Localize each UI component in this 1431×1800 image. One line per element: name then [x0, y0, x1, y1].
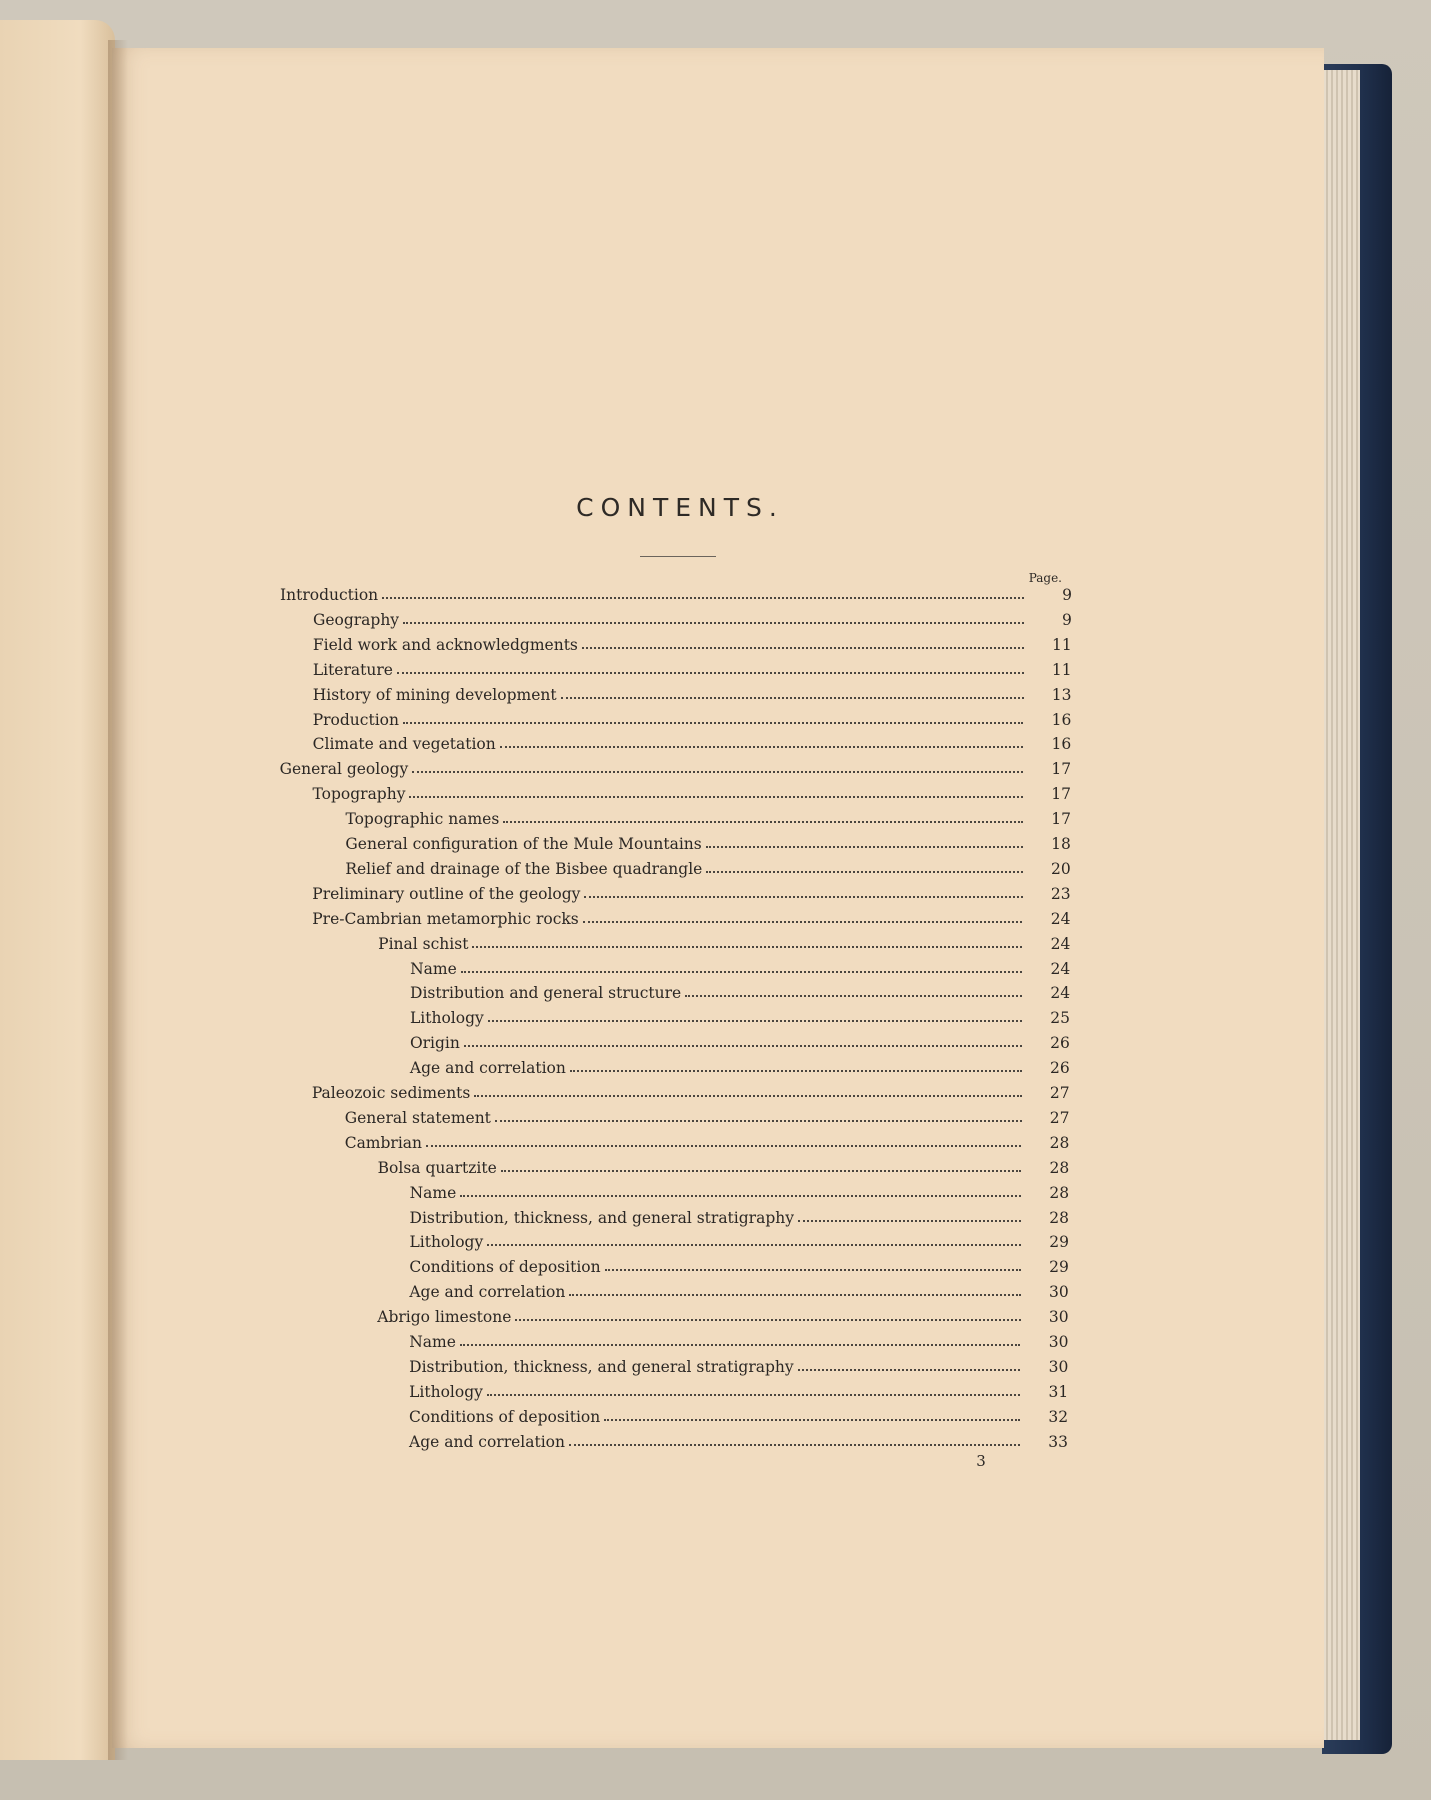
toc-entry	[377, 1304, 1068, 1326]
toc-entry	[345, 831, 1070, 853]
toc-leader-dots	[561, 697, 1024, 699]
toc-leader-dots	[474, 1095, 1021, 1097]
toc-entry-page: 24	[1050, 984, 1071, 1003]
toc-entry-label: Geography	[312, 610, 400, 629]
toc-leader-dots	[403, 722, 1023, 724]
toc-entry	[409, 1229, 1068, 1251]
toc-entry-label: Distribution, thickness, and general stratigraphy	[409, 1357, 794, 1376]
toc-entry-page: 24	[1050, 934, 1071, 953]
toc-entry-page: 17	[1051, 760, 1072, 779]
toc-entry	[313, 607, 1072, 629]
toc-leader-dots	[570, 1070, 1022, 1072]
toc-entry	[409, 1429, 1068, 1451]
toc-entry-page: 17	[1051, 785, 1072, 804]
toc-leader-dots	[584, 896, 1022, 898]
toc-entry-page: 30	[1048, 1333, 1069, 1351]
toc-entry	[313, 707, 1072, 729]
toc-leader-dots	[798, 1369, 1021, 1371]
toc-entry-page: 20	[1050, 859, 1071, 878]
toc-leader-dots	[488, 1020, 1022, 1022]
toc-leader-dots	[426, 1145, 1021, 1147]
toc-leader-dots	[412, 771, 1023, 773]
toc-entry-label: Name	[409, 1333, 456, 1351]
toc-entry	[280, 756, 1072, 778]
contents-title: CONTENTS.	[576, 493, 784, 522]
page-number: 3	[976, 1452, 986, 1470]
toc-entry-label: Name	[410, 959, 457, 978]
toc-entry-page: 30	[1048, 1357, 1069, 1376]
toc-entry-label: Age and correlation	[409, 1059, 566, 1078]
toc-entry-label: Literature	[312, 660, 393, 679]
toc-entry-label: Preliminary outline of the geology	[312, 884, 581, 903]
page-edges	[1318, 70, 1360, 1740]
toc-entry-label: Lithology	[409, 1382, 483, 1401]
left-page	[0, 20, 115, 1760]
toc-entry-page: 9	[1062, 610, 1072, 629]
toc-entry-label: Age and correlation	[409, 1283, 566, 1302]
toc-entry-page: 16	[1051, 710, 1072, 729]
toc-entry	[313, 781, 1072, 803]
toc-entry-label: Conditions of deposition	[409, 1407, 601, 1426]
toc-entry-page: 18	[1051, 835, 1071, 853]
toc-entry	[409, 1404, 1068, 1426]
toc-entry-label: Production	[312, 710, 399, 729]
toc-entry	[410, 1180, 1070, 1202]
toc-entry	[313, 731, 1072, 753]
toc-entry-label: Introduction	[280, 586, 379, 604]
toc-leader-dots	[798, 1220, 1021, 1222]
toc-entry	[345, 1105, 1070, 1127]
toc-leader-dots	[604, 1419, 1020, 1421]
toc-entry-label: Topography	[312, 785, 406, 804]
toc-entry-label: Paleozoic sediments	[311, 1084, 471, 1102]
toc-entry-label: Topographic names	[345, 810, 500, 829]
toc-entry-page: 9	[1062, 586, 1072, 604]
toc-entry-page: 32	[1048, 1407, 1069, 1426]
toc-entry	[410, 1030, 1070, 1052]
toc-leader-dots	[403, 622, 1024, 624]
toc-entry	[409, 1379, 1068, 1401]
toc-leader-dots	[464, 1045, 1022, 1047]
toc-entry-page: 16	[1051, 735, 1072, 754]
toc-entry-page: 26	[1050, 1059, 1070, 1078]
toc-entry	[345, 856, 1070, 878]
toc-entry-label: Distribution and general structure	[410, 984, 682, 1003]
spine-shadow	[108, 40, 128, 1760]
toc-entry-label: Pre-Cambrian metamorphic rocks	[312, 909, 579, 928]
toc-leader-dots	[582, 647, 1024, 649]
toc-entry	[312, 881, 1070, 903]
toc-leader-dots	[515, 1319, 1020, 1321]
toc-entry-label: Name	[409, 1183, 457, 1202]
toc-entry	[280, 582, 1072, 604]
toc-leader-dots	[685, 995, 1022, 997]
toc-entry-page: 29	[1049, 1258, 1069, 1277]
toc-entry	[410, 1055, 1070, 1077]
toc-leader-dots	[706, 846, 1023, 848]
toc-entry-page: 28	[1049, 1158, 1070, 1177]
toc-entry-page: 24	[1050, 959, 1071, 978]
toc-leader-dots	[461, 971, 1022, 973]
toc-leader-dots	[605, 1269, 1021, 1271]
toc-entry-label: Age and correlation	[409, 1432, 565, 1451]
toc-entry-page: 26	[1050, 1034, 1070, 1053]
toc-entry	[410, 956, 1070, 978]
toc-entry-page: 13	[1051, 685, 1072, 704]
toc-entry	[312, 906, 1070, 928]
toc-entry-label: Origin	[409, 1034, 460, 1053]
toc-entry	[312, 1080, 1070, 1102]
toc-leader-dots	[495, 1120, 1022, 1122]
toc-entry-label: Pinal schist	[378, 934, 469, 953]
toc-leader-dots	[501, 1170, 1022, 1172]
toc-entry-page: 23	[1050, 884, 1071, 903]
toc-entry-label: Conditions of deposition	[409, 1258, 601, 1277]
toc-entry	[345, 806, 1070, 828]
title-rule	[640, 556, 716, 557]
toc-leader-dots	[382, 597, 1024, 599]
toc-entry-label: Distribution, thickness, and general stratigraphy	[409, 1208, 794, 1227]
toc-entry-label: Climate and vegetation	[312, 735, 496, 754]
toc-entry-page: 29	[1049, 1233, 1069, 1252]
toc-entry-label: Cambrian	[344, 1133, 423, 1152]
toc-entry-page: 17	[1051, 810, 1071, 829]
toc-entry-label: General configuration of the Mule Mountains	[345, 835, 702, 853]
toc-entry	[345, 1130, 1070, 1152]
toc-entry-label: Lithology	[409, 1233, 484, 1252]
toc-entry-label: Lithology	[410, 1009, 484, 1028]
toc-entry-page: 11	[1051, 660, 1072, 679]
toc-entry	[409, 1329, 1068, 1351]
toc-entry-page: 31	[1048, 1382, 1069, 1401]
toc-entry	[410, 1205, 1070, 1227]
toc-entry-label: Abrigo limestone	[377, 1308, 512, 1327]
toc-leader-dots	[487, 1394, 1020, 1396]
toc-leader-dots	[503, 821, 1023, 823]
toc-entry-label: History of mining development	[312, 685, 557, 704]
toc-leader-dots	[569, 1294, 1020, 1296]
toc-entry-label: General statement	[344, 1108, 491, 1127]
toc-entry	[378, 1155, 1070, 1177]
toc-entry	[410, 1005, 1070, 1027]
toc-entry-page: 28	[1049, 1183, 1070, 1202]
toc-entry-page: 30	[1048, 1283, 1069, 1302]
toc-entry-label: Bolsa quartzite	[377, 1158, 497, 1177]
toc-entry	[313, 682, 1072, 704]
toc-entry	[313, 632, 1072, 654]
toc-entry	[313, 657, 1072, 679]
toc-entry-page: 27	[1049, 1108, 1070, 1127]
toc-entry	[410, 980, 1070, 1002]
toc-entry-page: 11	[1052, 635, 1072, 654]
toc-entry-label: Relief and drainage of the Bisbee quadrangle	[345, 859, 703, 878]
toc-leader-dots	[706, 871, 1022, 873]
toc-entry	[409, 1254, 1068, 1276]
toc-leader-dots	[583, 921, 1023, 923]
toc-leader-dots	[460, 1195, 1021, 1197]
toc-entry	[409, 1354, 1068, 1376]
toc-entry-label: Field work and acknowledgments	[312, 635, 578, 654]
toc-leader-dots	[397, 672, 1024, 674]
toc-leader-dots	[500, 746, 1024, 748]
toc-entry-page: 28	[1049, 1208, 1070, 1227]
page-column-label: Page.	[1028, 571, 1062, 585]
toc-entry-page: 27	[1049, 1084, 1070, 1102]
toc-leader-dots	[472, 946, 1022, 948]
toc-entry-page: 28	[1049, 1133, 1070, 1152]
toc-entry-label: General geology	[279, 760, 409, 779]
toc-entry-page: 24	[1050, 909, 1071, 928]
toc-leader-dots	[487, 1244, 1021, 1246]
toc-leader-dots	[460, 1344, 1021, 1346]
toc-entry-page: 33	[1048, 1432, 1068, 1451]
toc-entry	[409, 1279, 1068, 1301]
toc-entry-page: 30	[1048, 1308, 1069, 1327]
toc-entry	[378, 931, 1070, 953]
toc-entry-page: 25	[1050, 1009, 1070, 1028]
toc-leader-dots	[569, 1444, 1020, 1446]
toc-leader-dots	[409, 796, 1023, 798]
